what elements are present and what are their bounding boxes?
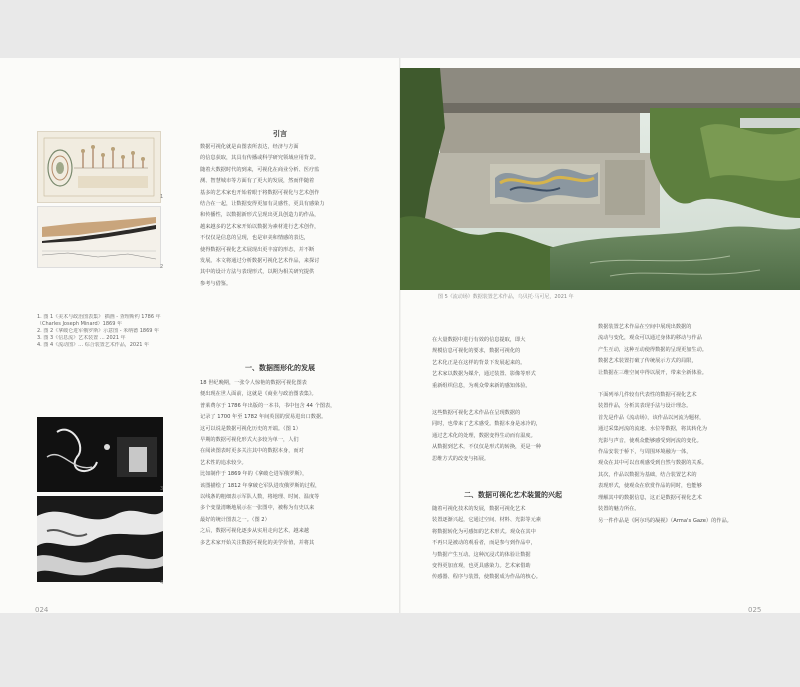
text-line: 早期的数据可视化形式大多较为单一，人们: [200, 437, 299, 444]
figure-1-chart-image: [37, 131, 164, 203]
text-line: 这可以说是数据可视化历史的开端。（图 1）: [200, 425, 301, 432]
text-line: 结合在一起，让数据变得更加有灵感性，更具有感染力: [200, 201, 325, 208]
right-page-number: 025: [748, 606, 762, 613]
text-line: 通过艺术化的处理，数据变得生动而有温度。: [432, 432, 536, 439]
text-line: 艺术化正是在这样的背景下发展起来的。: [432, 359, 526, 366]
text-line: 不再只是被动的观看者，而是参与到作品中，: [432, 540, 536, 547]
top-margin: [0, 0, 800, 58]
text-line: 多艺术家开始关注数据可视化的美学价值，并将其: [200, 539, 315, 546]
bridge-river-photo: [400, 68, 800, 290]
text-line: 与数据产生互动。这种沉浸式的体验让数据: [432, 551, 531, 558]
figure-4-number: 4: [160, 580, 164, 586]
text-line: 便出现在世人面前，这就是《商业与政治图表集》。: [200, 391, 317, 398]
text-line: 该图描绘了 1812 年拿破仑军队进攻俄罗斯的过程，: [200, 482, 321, 489]
figure-captions: [37, 314, 163, 349]
bridge-scene-graphic: [400, 68, 800, 290]
figure-3-installation-photo: [37, 417, 163, 492]
text-line: 规模信息可视化的要求，数据可视化的: [432, 348, 521, 355]
text-line: 重新组织信息，为观众带来新的感知体验。: [432, 382, 531, 389]
text-line: 比如制作于 1869 年的《拿破仑进军俄罗斯》，: [200, 471, 308, 478]
text-line: 数据可视化就是由图表所表达，经济与方面: [200, 144, 299, 150]
section-1-heading: 一、数据图形化的发展: [245, 364, 315, 372]
text-line: 不仅仅是信息的呈现，也是审美和情感的表达，: [200, 235, 309, 242]
minard-flow-graphic: [38, 207, 160, 267]
text-line: 理解其中的数据信息，这正是数据可视化艺术: [598, 494, 702, 501]
text-line: 表现形式，使观众在欣赏作品的同时，也能够: [598, 483, 702, 490]
section-2-body: [432, 504, 594, 584]
text-line: 传感器、程序与装置，使数据成为作品的核心。: [432, 574, 541, 581]
section-1-body: [200, 378, 362, 549]
text-line: 随着大数据时代的到来，可视化在商业分析、医疗监: [200, 166, 320, 173]
text-line: 之后，数据可视化逐步从实用走向艺术，越来越: [200, 528, 309, 535]
text-line: 最好的统计图表之一。（图 2）: [200, 516, 270, 523]
magazine-spread: [0, 58, 800, 613]
text-line: 从数据到艺术，不仅仅是形式的转换，更是一种: [432, 444, 541, 451]
intro-heading: 引言: [273, 130, 287, 138]
text-line: 发展。本文将通过分析数据可视化艺术作品，来探讨: [200, 258, 320, 265]
text-line: 测、智慧城市等方面有了更大的发展，然而伴随着: [200, 178, 315, 185]
text-line: 观众在其中可以直观感受到自然与数据的关系。: [598, 460, 707, 467]
text-line: 以线条的粗细表示军队人数，将地理、时间、温度等: [200, 494, 320, 501]
text-line: 随着可视化技术的发展，数据可视化艺术: [432, 506, 526, 512]
text-line: 使得数据可视化艺术展现出更丰富的形态，并不断: [200, 246, 315, 253]
intro-body: [200, 142, 362, 290]
text-line: 艺术家以数据为媒介，通过装置、影像等形式: [432, 371, 536, 378]
text-line: 装置逐渐兴起，它通过空间、材料、光影等元素: [432, 517, 541, 524]
caption-line: 1. 图 1《美术与政治图表集》 插画 - 查理斯约 1786 年: [37, 314, 161, 320]
text-line: 首先是作品《流动场》，该作品以河流为题材，: [598, 414, 705, 421]
bottom-margin: [0, 613, 800, 687]
text-line: 艺术性的追求较少。: [200, 459, 247, 466]
caption-line: （Charles Joseph Minard）1869 年: [37, 321, 122, 327]
text-line: 普莱费尔于 1786 年出版的一本书，书中包含 44 个图表，: [200, 402, 336, 409]
text-line: 作品安装于桥下，与周围环境融为一体，: [598, 449, 692, 456]
figure-2-napoleon-map-image: [37, 206, 164, 270]
left-page-number: 024: [35, 606, 49, 613]
figure-2-number: 2: [160, 264, 164, 270]
figure-4-flow-artwork-image: [37, 496, 163, 582]
text-line: 其次，作品以数据为基础，结合装置艺术的: [598, 471, 697, 478]
caption-line: 3. 图 3《信息流》艺术装置 … 2021 年: [37, 335, 126, 341]
text-line: 装置作品，分析其表现手法与设计理念。: [598, 403, 692, 410]
text-line: 在阅读图表时更多关注其中的数据本身，而对: [200, 448, 304, 455]
text-line: 数据装置艺术作品在空间中展现出数据的: [598, 324, 692, 330]
text-line: 将数据转化为可感知的艺术形式。观众在其中: [432, 528, 536, 535]
text-line: 思维方式的改变与拓展。: [432, 455, 490, 462]
right-column-1-middle: [432, 408, 594, 465]
text-line: 基多的艺术家也开始着眼于将数据可视化与艺术创作: [200, 189, 320, 196]
text-line: 光影与声音，使观众能够感受到河流的变化。: [598, 437, 702, 444]
text-line: [598, 379, 760, 390]
text-line: 越来越多的艺术家开始以数据为素材进行艺术创作，: [200, 223, 320, 230]
text-line: 流动与变化，观众可以通过身体的移动与作品: [598, 335, 702, 342]
text-line: 其中的设计方法与表现形式，以期为相关研究提供: [200, 269, 315, 276]
text-line: 另一件作品是《阿尔玛的凝视》（Arma's Gaze）的作品。: [598, 517, 732, 524]
right-column-2: [598, 322, 760, 527]
text-line: 的信息获取，其具有传播或科学研究领域应用背景。: [200, 155, 320, 162]
text-line: 参考与借鉴。: [200, 280, 232, 287]
text-line: 18 世纪晚期，一张令人惊艳的数据可视化图表: [200, 380, 307, 386]
marbled-flow-graphic: [37, 496, 163, 582]
right-column-1-top: [432, 335, 594, 392]
text-line: 这些数据可视化艺术作品在呈现数据的: [432, 410, 521, 416]
figure-1-number: 1: [160, 194, 164, 200]
section-2-heading: 二、数据可视化艺术装置的兴起: [464, 491, 562, 499]
text-line: 让数据在三维空间中得以展开，带来全新体验。: [598, 369, 707, 376]
text-line: 在大量数据中进行有效的信息提取，即大: [432, 337, 526, 343]
text-line: 通过采集河流的流速、水位等数据，将其转化为: [598, 426, 707, 433]
text-line: 和传播性，以数据新形式呈现出更具创造力的作品，: [200, 212, 320, 219]
text-line: 装置的魅力所在。: [598, 506, 640, 513]
text-line: 同时，也带来了艺术感受。数据本身是冰冷的，: [432, 421, 541, 428]
text-line: 记录了 1700 年至 1782 年间英国的贸易进出口数据。: [200, 414, 327, 421]
caption-line: 2. 图 2《拿破仑进军俄罗斯》示意图 - 米纳德 1869 年: [37, 328, 160, 334]
spiral-chart-graphic: [38, 132, 160, 202]
dark-room-graphic: [37, 417, 163, 492]
text-line: 数据艺术装置打破了传统展示方式的局限，: [598, 358, 697, 365]
text-line: 下面列举几件较有代表性的数据可视化艺术: [598, 392, 697, 399]
text-line: 多个变量清晰地展示在一张图中，被称为有史以来: [200, 505, 315, 512]
text-line: 变得更加直观，也更具感染力。艺术家借助: [432, 563, 531, 570]
text-line: 产生互动，这种互动使得数据的呈现更加生动。: [598, 346, 707, 353]
figure-3-number: 3: [160, 486, 164, 492]
photo-caption: 图 5《流动场》数据装置艺术作品，乌贝托·马可尼，2021 年: [438, 294, 574, 300]
caption-line: 4. 图 4《流动图》… 综合装置艺术作品，2021 年: [37, 342, 150, 348]
